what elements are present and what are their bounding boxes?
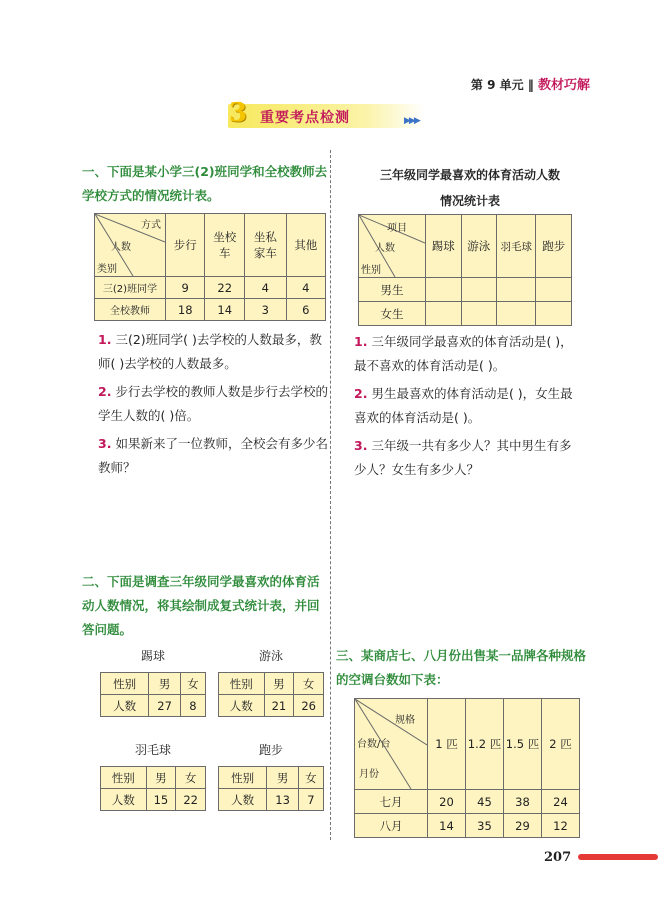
header-cell: 女 xyxy=(294,673,324,695)
header-separator: ‖ xyxy=(527,78,534,92)
header-cell: 女 xyxy=(180,673,205,695)
column-header: 坐私家车 xyxy=(245,214,287,277)
table-cell: 4 xyxy=(286,277,325,299)
header-cell: 男 xyxy=(267,767,298,789)
table-row xyxy=(359,278,572,302)
table-caption: 游泳 xyxy=(258,649,283,663)
blank-cell[interactable] xyxy=(536,278,572,302)
column-header: 其他 xyxy=(286,214,325,277)
row-label: 三(2)班同学 xyxy=(95,277,166,299)
table-row xyxy=(359,302,572,326)
table-cell: 38 xyxy=(504,790,542,814)
blank-cell[interactable] xyxy=(426,278,462,302)
table-cell: 22 xyxy=(205,277,245,299)
table-cell: 27 xyxy=(149,695,180,717)
question-item: 2. 男生最喜欢的体育活动是( )，女生最喜欢的体育活动是( )。 xyxy=(354,386,573,425)
question-item: 1. 三年级同学最喜欢的体育活动是( )，最不喜欢的体育活动是( )。 xyxy=(354,334,573,373)
table-cell: 29 xyxy=(504,814,542,838)
column-header: 跑步 xyxy=(536,215,572,278)
table-cell: 9 xyxy=(166,277,205,299)
header-cell: 性别 xyxy=(219,673,265,695)
table-row xyxy=(95,277,326,299)
header-cell: 男 xyxy=(146,767,176,789)
right-blank-table xyxy=(358,214,572,326)
corner-mid: 台数/台 xyxy=(357,739,391,750)
header-cell: 性别 xyxy=(101,673,149,695)
section2-title: 二、下面是调查三年级同学最喜欢的体育活动人数情况，将其绘制成复式统计表，并回答问题。 xyxy=(82,574,320,637)
table-cell: 26 xyxy=(294,695,324,717)
table-caption: 羽毛球 xyxy=(134,743,171,757)
unit-header xyxy=(471,74,590,93)
table-cell: 7 xyxy=(298,789,323,811)
table-cell: 18 xyxy=(166,299,205,321)
header-cell: 男 xyxy=(264,673,294,695)
header-cell: 女 xyxy=(298,767,323,789)
page-number: 207 xyxy=(544,850,572,865)
table-caption: 踢球 xyxy=(140,649,165,663)
small-table-running xyxy=(218,766,324,811)
table-cell: 24 xyxy=(542,790,580,814)
column-header: 坐校车 xyxy=(205,214,245,277)
row-label: 人数 xyxy=(101,695,149,717)
table-row xyxy=(355,790,580,814)
small-table-kick xyxy=(100,672,206,717)
row-label: 八月 xyxy=(355,814,428,838)
unit-label: 第 9 单元 xyxy=(470,78,524,92)
table-corner-cell xyxy=(355,699,428,790)
column-header: 游泳 xyxy=(461,215,497,278)
title-line: 三年级同学最喜欢的体育活动人数 xyxy=(379,168,560,182)
corner-bottom: 性别 xyxy=(361,265,381,276)
table-cell: 12 xyxy=(542,814,580,838)
column-header: 1 匹 xyxy=(428,699,466,790)
section1-questions xyxy=(98,328,328,480)
table-row xyxy=(95,299,326,321)
column-header: 羽毛球 xyxy=(497,215,536,278)
table-row xyxy=(355,814,580,838)
question-item: 3. 如果新来了一位教师，全校会有多少名教师？ xyxy=(98,436,328,475)
question-item: 3. 三年级一共有多少人？其中男生有多少人？女生有多少人？ xyxy=(354,438,572,477)
corner-top: 项目 xyxy=(387,223,407,234)
header-title: 教材巧解 xyxy=(537,78,590,93)
row-label: 七月 xyxy=(355,790,428,814)
header-cell: 女 xyxy=(176,767,206,789)
blank-cell[interactable] xyxy=(497,302,536,326)
blank-cell[interactable] xyxy=(461,278,497,302)
header-cell: 性别 xyxy=(219,767,267,789)
header-cell: 性别 xyxy=(101,767,147,789)
corner-mid: 人数 xyxy=(111,242,131,253)
table-cell: 22 xyxy=(176,789,206,811)
column-header: 踢球 xyxy=(426,215,462,278)
blank-cell[interactable] xyxy=(536,302,572,326)
row-label: 人数 xyxy=(101,789,147,811)
corner-top: 方式 xyxy=(141,220,161,231)
corner-bottom: 月份 xyxy=(359,769,379,780)
column-header: 1.2 匹 xyxy=(466,699,504,790)
small-table-badminton xyxy=(100,766,206,811)
table-cell: 6 xyxy=(286,299,325,321)
right-questions xyxy=(354,330,580,482)
question-item: 2. 步行去学校的教师人数是步行去学校的学生人数的( )倍。 xyxy=(98,384,328,423)
corner-bottom: 类别 xyxy=(97,264,117,275)
banner-title: 重要考点检测 xyxy=(260,110,350,126)
blank-cell[interactable] xyxy=(497,278,536,302)
row-label: 人数 xyxy=(219,789,267,811)
blank-cell[interactable] xyxy=(461,302,497,326)
table-cell: 15 xyxy=(146,789,176,811)
corner-top: 规格 xyxy=(395,715,415,726)
row-label: 男生 xyxy=(359,278,426,302)
section1-title: 一、下面是某小学三(2)班同学和全校教师去学校方式的情况统计表。 xyxy=(82,164,328,203)
section1-table xyxy=(94,213,326,321)
table-cell: 14 xyxy=(205,299,245,321)
small-table-swim xyxy=(218,672,324,717)
banner-number: 3 xyxy=(229,98,248,128)
page-accent-bar xyxy=(578,854,658,860)
column-header: 1.5 匹 xyxy=(504,699,542,790)
question-item: 1. 三(2)班同学( )去学校的人数最多，教师( )去学校的人数最多。 xyxy=(98,332,322,371)
table-cell: 21 xyxy=(264,695,294,717)
banner-arrows-icon: ▶▶▶ xyxy=(404,116,419,126)
section3-table xyxy=(354,698,580,838)
row-label: 全校教师 xyxy=(95,299,166,321)
row-label: 人数 xyxy=(219,695,265,717)
table-cell: 13 xyxy=(267,789,298,811)
table-cell: 3 xyxy=(245,299,287,321)
column-header: 步行 xyxy=(166,214,205,277)
corner-mid: 人数 xyxy=(375,243,395,254)
table-cell: 4 xyxy=(245,277,287,299)
section3-title: 三、某商店七、八月份出售某一品牌各种规格的空调台数如下表： xyxy=(336,648,587,687)
blank-cell[interactable] xyxy=(426,302,462,326)
table-cell: 14 xyxy=(428,814,466,838)
table-corner-cell xyxy=(95,214,166,277)
table-corner-cell xyxy=(359,215,426,278)
table-cell: 20 xyxy=(428,790,466,814)
table-cell: 35 xyxy=(466,814,504,838)
table-cell: 8 xyxy=(180,695,205,717)
header-cell: 男 xyxy=(149,673,180,695)
row-label: 女生 xyxy=(359,302,426,326)
column-header: 2 匹 xyxy=(542,699,580,790)
table-cell: 45 xyxy=(466,790,504,814)
right-table-title xyxy=(352,162,588,214)
table-caption: 跑步 xyxy=(258,743,283,757)
column-divider xyxy=(330,150,331,840)
title-line: 情况统计表 xyxy=(439,194,500,208)
